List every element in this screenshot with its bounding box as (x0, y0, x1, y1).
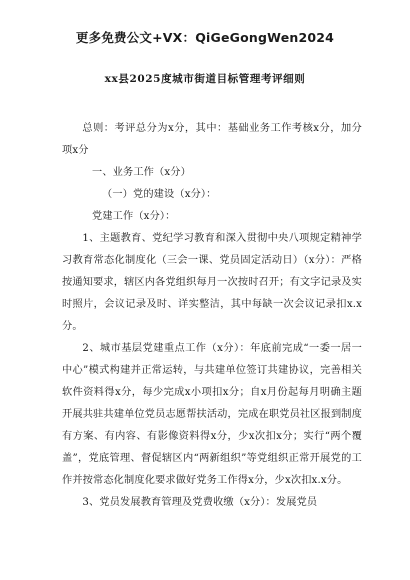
heading-party-building: （一）党的建设（x分）： (102, 189, 217, 200)
paragraph-item-3: 3、党员发展教育管理及党费收缴（x分）：发展党员 (82, 497, 318, 508)
watermark-text: 更多免费公文+VX：QiGeGongWen2024 (75, 30, 335, 45)
heading-party-work: 党建工作（x分）： (92, 211, 176, 222)
heading-business-work: 一、业务工作（x分） (92, 167, 191, 178)
document-title: xx县2025度城市街道目标管理考评细则 (104, 73, 306, 85)
paragraph-item-1: 1、主题教育、党纪学习教育和深入贯彻中央八项规定精神学习教育常态化制度化（三会一课、党员固定活动日）（x分）：严格按通知要求，辖区内各党组织每月一次按时召开；有文字记录及实时照片，会议记录及时、详实整洁，其中每缺一次会议记录扣x.x分。 (62, 233, 362, 332)
document-body (62, 118, 362, 514)
paragraph-general-rules: 总则：考评总分为x分，其中：基础业务工作考核x分，加分项x分 (62, 123, 362, 156)
paragraph-item-2: 2、城市基层党建重点工作（x分）：年底前完成“一委一居一中心”模式构建并正常运转，与共建单位签订共建协议，完善相关软件资料得x分，每少完成x小项扣x分；自x月份起每月明确主题开展共驻共建单位党员志愿帮扶活动，完成在职党员社区报到制度有方案、有内容、有影像资料得x分，少x次扣x分；实行“两个覆盖”，党底管理、督促辖区内“两新组织”等党组织正常开展党的工作并按常态化制度化要求做好党务工作得x分，少x次扣x.x分。 (62, 343, 362, 486)
